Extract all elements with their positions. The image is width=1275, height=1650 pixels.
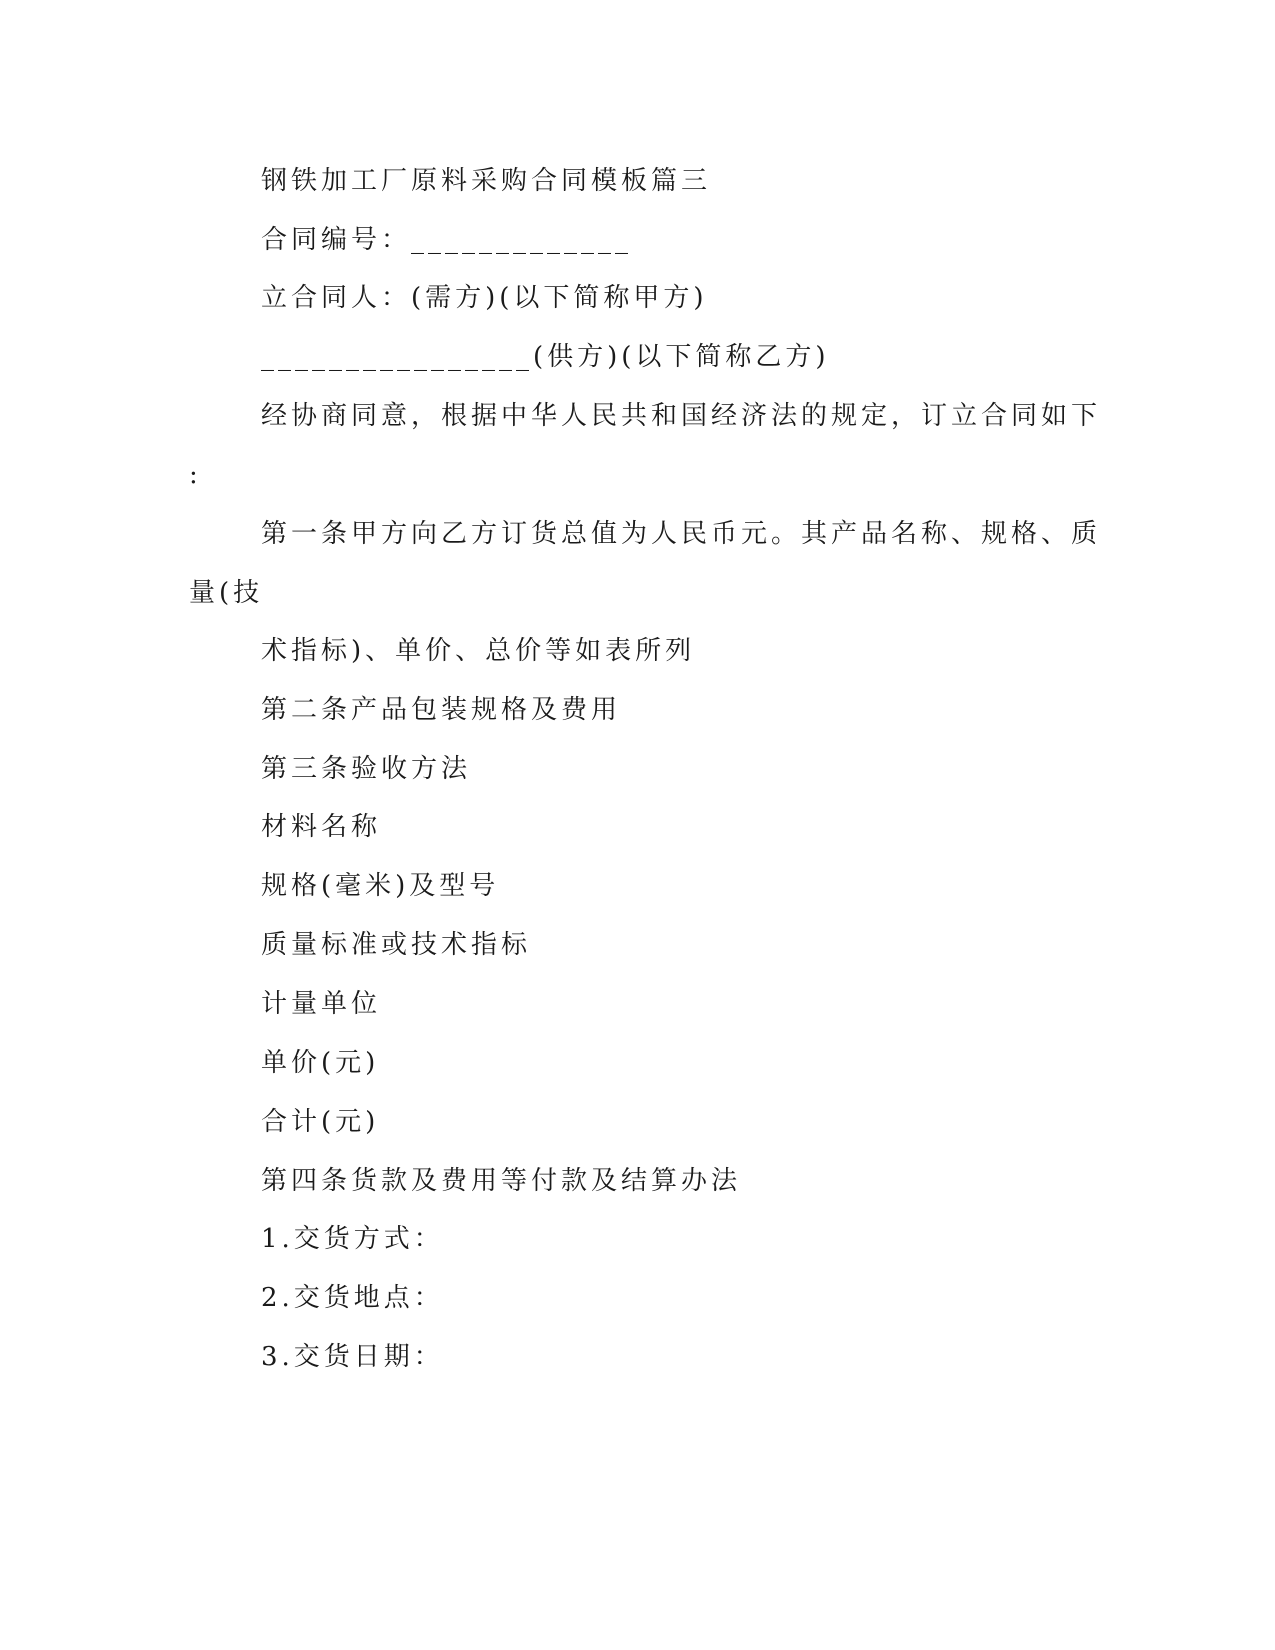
intro-paragraph: 经协商同意，根据中华人民共和国经济法的规定，订立合同如下 — [261, 401, 1102, 431]
article-4: 第四条货款及费用等付款及结算办法 — [261, 1166, 742, 1196]
parties-line-2: ________________(供方)(以下简称乙方) — [261, 342, 830, 372]
article-3: 第三条验收方法 — [261, 754, 472, 784]
delivery-date: 3.交货日期： — [261, 1342, 444, 1372]
table-header-unit-price: 单价(元) — [261, 1048, 380, 1078]
delivery-location: 2.交货地点： — [261, 1283, 444, 1313]
intro-paragraph-cont: : — [189, 460, 202, 490]
parties-line-1: 立合同人：(需方)(以下简称甲方) — [261, 283, 708, 313]
table-header-spec: 规格(毫米)及型号 — [261, 871, 500, 901]
article-1-cont-2: 术指标)、单价、总价等如表所列 — [261, 636, 696, 666]
contract-number: 合同编号：_____________ — [261, 225, 633, 255]
article-1: 第一条甲方向乙方订货总值为人民币元。其产品名称、规格、质 — [261, 519, 1102, 549]
table-header-quality: 质量标准或技术指标 — [261, 930, 532, 960]
table-header-total: 合计(元) — [261, 1107, 380, 1137]
table-header-unit: 计量单位 — [261, 989, 382, 1019]
document-title: 钢铁加工厂原料采购合同模板篇三 — [261, 166, 712, 196]
delivery-method: 1.交货方式： — [261, 1224, 444, 1254]
article-1-cont: 量(技 — [189, 578, 264, 608]
article-2: 第二条产品包装规格及费用 — [261, 695, 622, 725]
table-header-material-name: 材料名称 — [261, 812, 382, 842]
